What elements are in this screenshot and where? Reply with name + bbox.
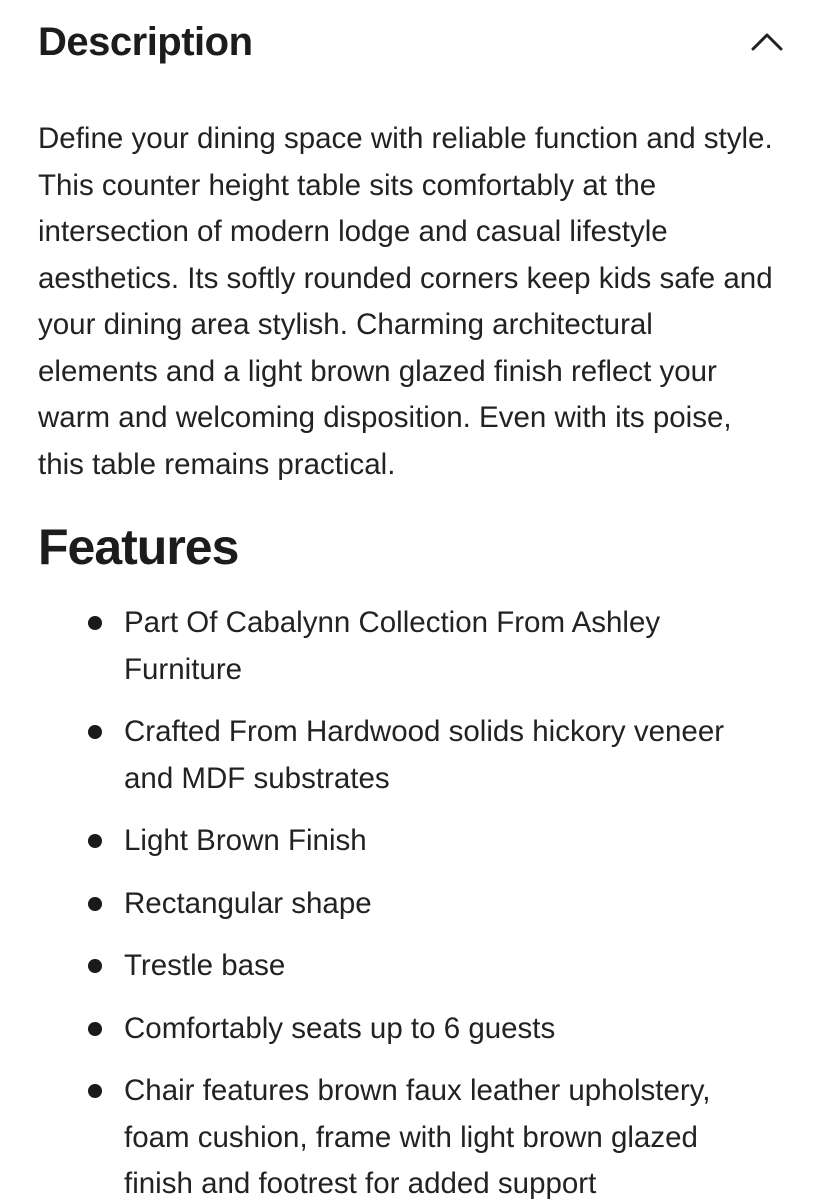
feature-item-text: Comfortably seats up to 6 guests [124, 1011, 556, 1045]
chevron-up-icon[interactable] [750, 31, 784, 53]
bullet-icon [88, 834, 102, 848]
feature-list-item [88, 818, 790, 865]
feature-list-item [88, 1068, 790, 1200]
description-accordion-header[interactable] [38, 22, 790, 62]
feature-list-item [88, 881, 790, 928]
feature-item-text: Part Of Cabalynn Collection From Ashley Furniture [124, 606, 661, 686]
bullet-icon [88, 616, 102, 630]
description-paragraph: Define your dining space with reliable function and style. This counter height table sits comfortably at the intersection of modern lodge and casual lifestyle aesthetics. Its softly rounded corners keep kids safe and your dining area stylish. Charming architectural elements and a light brown glazed finish reflect your warm and welcoming disposition. Even with its poise, this table remains practical. [38, 122, 773, 481]
bullet-icon [88, 897, 102, 911]
bullet-icon [88, 725, 102, 739]
description-section-title: Description [38, 20, 253, 64]
feature-item-text: Crafted From Hardwood solids hickory veneer and MDF substrates [124, 715, 725, 795]
bullet-icon [88, 1084, 102, 1098]
feature-list-item [88, 943, 790, 990]
feature-item-text: Chair features brown faux leather upholstery, foam cushion, frame with light brown glazed finish and footrest for added support [124, 1074, 711, 1200]
feature-list-item [88, 1006, 790, 1053]
feature-item-text: Rectangular shape [124, 886, 372, 920]
feature-item-text: Trestle base [124, 949, 286, 982]
bullet-icon [88, 1022, 102, 1036]
feature-list-item [88, 600, 790, 693]
features-heading: Features [38, 519, 239, 575]
feature-list-item [88, 709, 790, 802]
bullet-icon [88, 959, 102, 973]
feature-item-text: Light Brown Finish [124, 824, 367, 857]
features-list [88, 600, 790, 1200]
